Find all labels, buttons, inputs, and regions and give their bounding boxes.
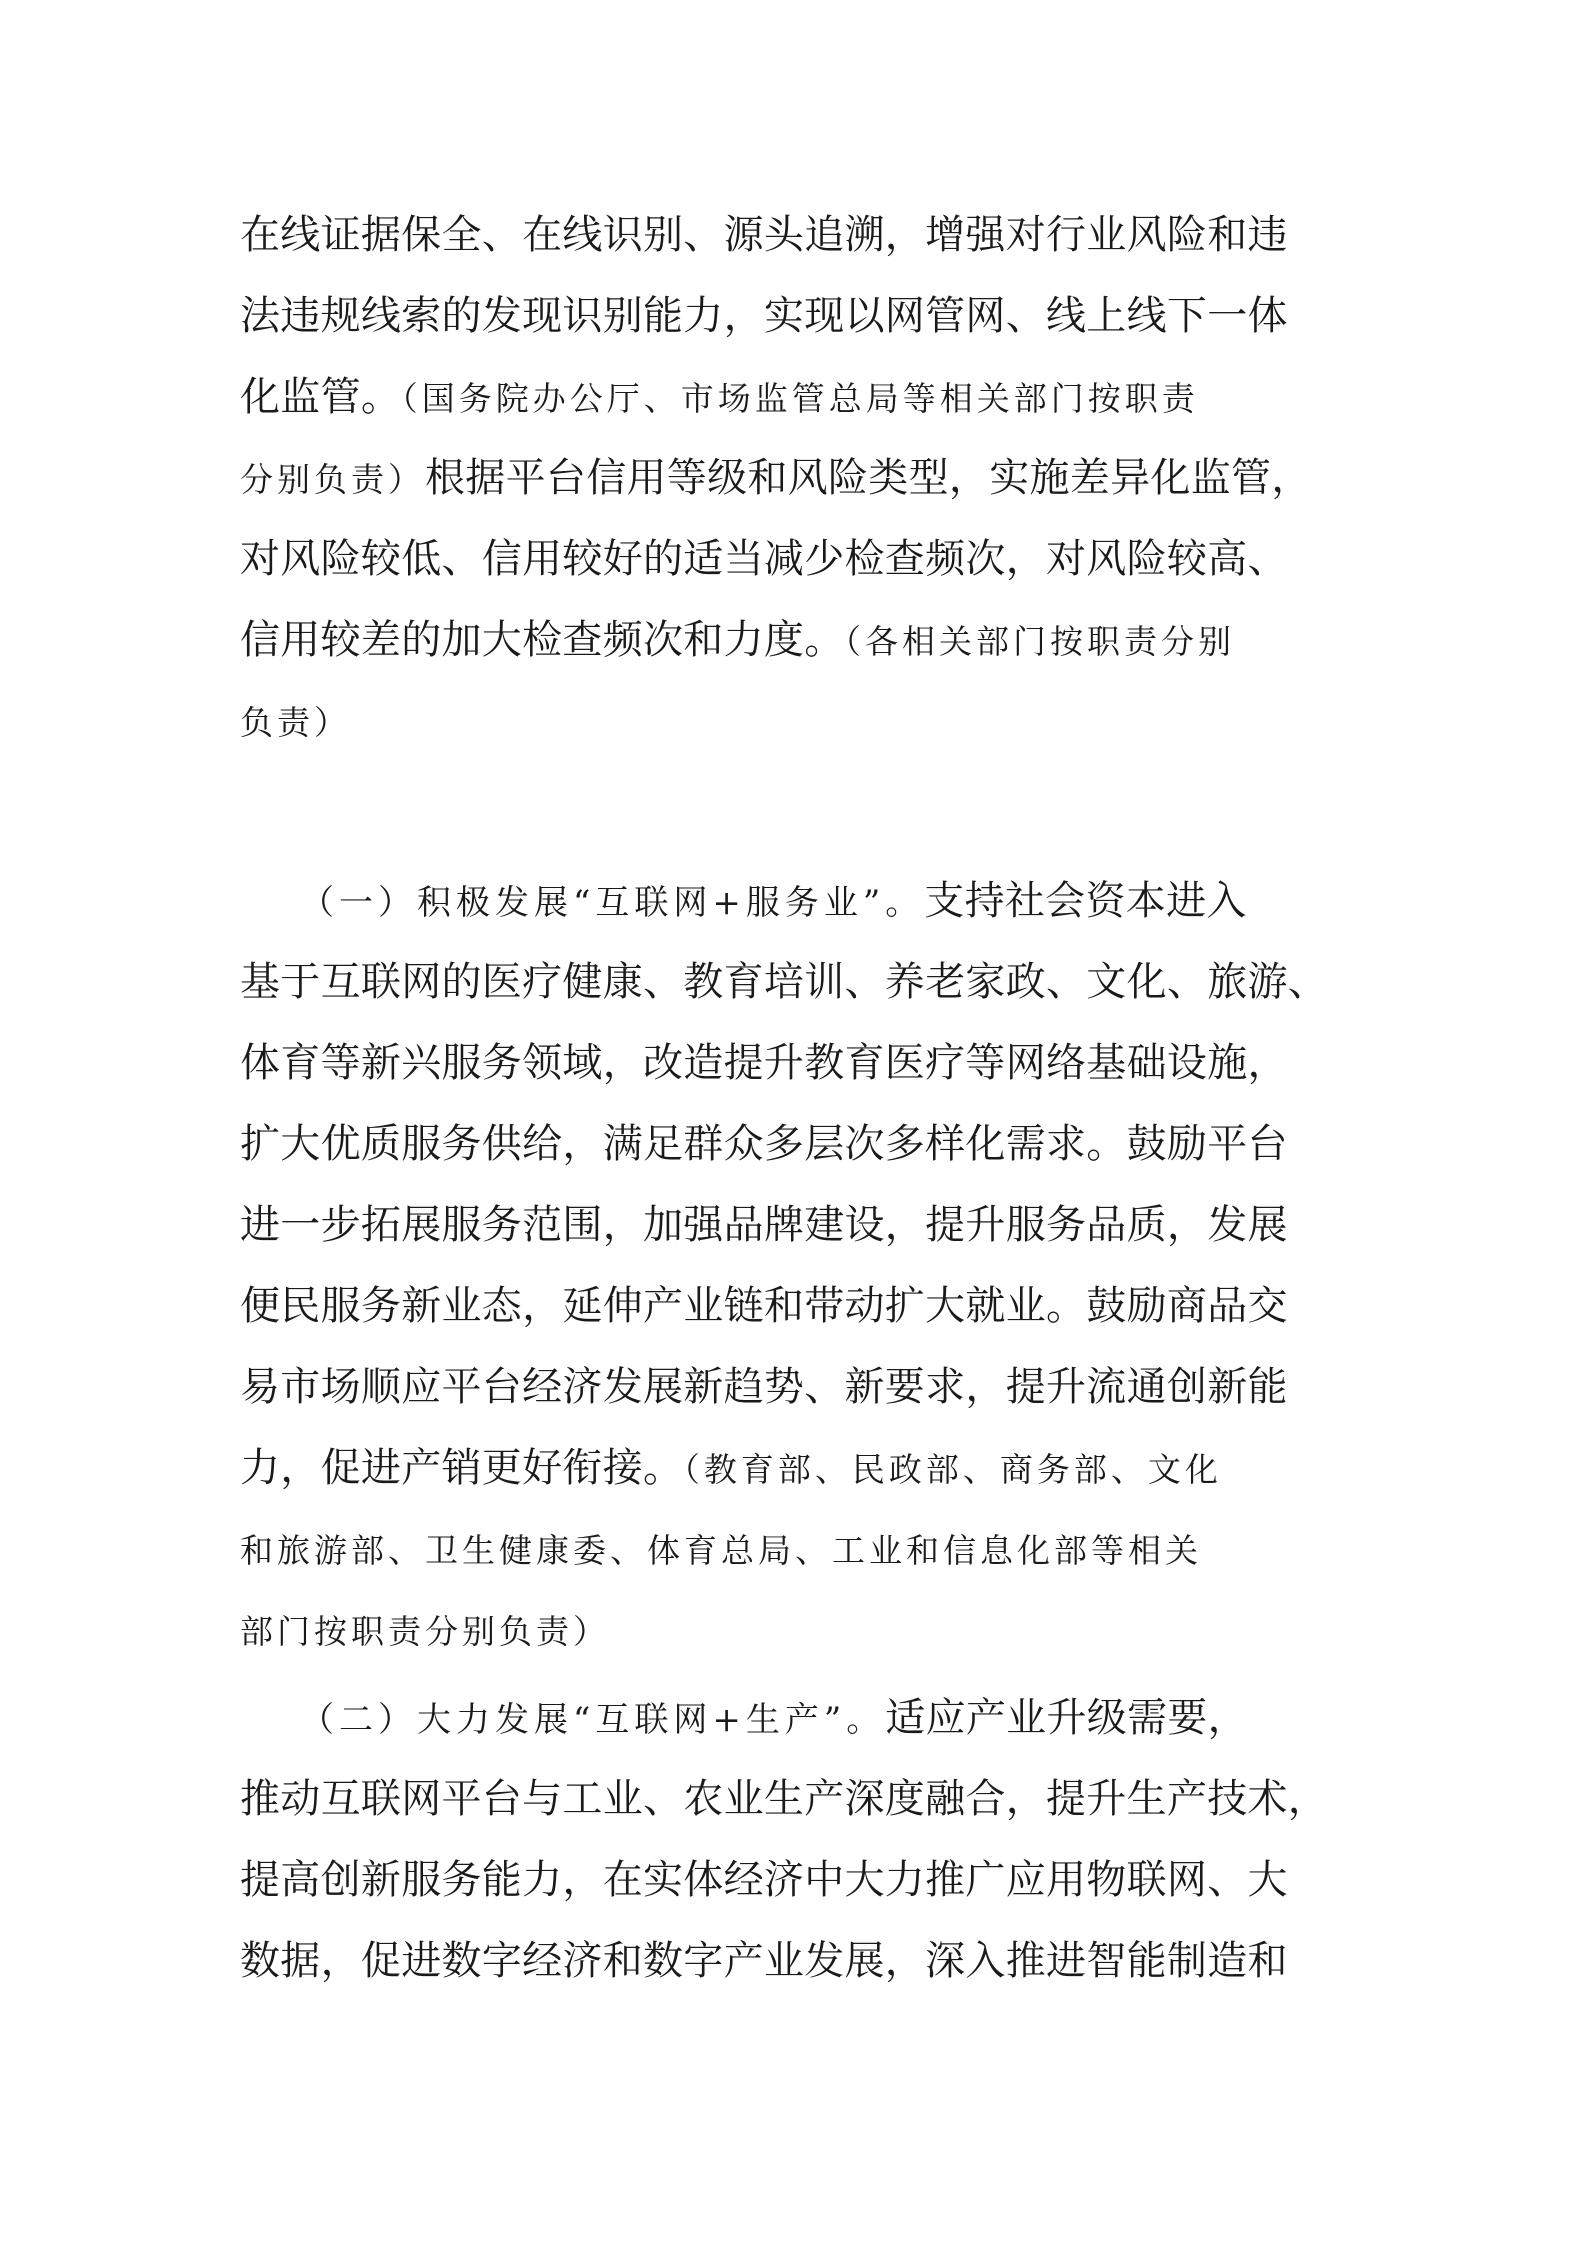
body-text-line: 进一步拓展服务范围，加强品牌建设，提升服务品质，发展 <box>240 1202 1288 1248</box>
body-text-line <box>240 1428 1222 1508</box>
responsibility-note: 部门按职责分别负责） <box>240 1612 610 1651</box>
body-text: 信用较差的加大检查频次和力度。 <box>240 617 845 663</box>
responsibility-note: 和旅游部、卫生健康委、体育总局、工业和信息化部等相关 <box>240 1531 1202 1570</box>
body-text-line <box>240 357 1199 437</box>
body-text-line: 数据，促进数字经济和数字产业发展，深入推进智能制造和 <box>240 1938 1288 1984</box>
body-text-line: 易市场顺应平台经济发展新趋势、新要求，提升流通创新能 <box>240 1364 1288 1410</box>
body-text-line <box>240 1509 1202 1589</box>
body-text-line <box>240 681 351 761</box>
body-text: 根据平台信用等级和风险类型，实施差异化监管， <box>425 455 1312 501</box>
body-text-line: 扩大优质服务供给，满足群众多层次多样化需求。鼓励平台 <box>240 1121 1288 1167</box>
responsibility-note: （国务院办公厅、市场监管总局等相关部门按职责 <box>401 379 1199 418</box>
subsection-title: （一）积极发展“互联网+服务业”。 <box>300 883 925 923</box>
body-text-line: 对风险较低、信用较好的适当减少检查频次，对风险较高、 <box>240 536 1288 582</box>
body-text-line: 体育等新兴服务领域，改造提升教育医疗等网络基础设施， <box>240 1040 1288 1086</box>
body-text: 化监管。 <box>240 374 402 420</box>
body-text-line <box>300 861 1247 941</box>
body-text-line: 推动互联网平台与工业、农业生产深度融合，提升生产技术， <box>240 1776 1329 1822</box>
responsibility-note: 负责） <box>240 703 351 742</box>
body-text-line <box>240 1590 610 1670</box>
responsibility-note: 分别负责） <box>240 460 425 499</box>
responsibility-note: （教育部、民政部、商务部、文化 <box>683 1450 1222 1489</box>
body-text-line <box>300 1678 1248 1758</box>
body-text-line <box>240 438 1312 518</box>
body-text: 适应产业升级需要， <box>885 1695 1248 1741</box>
body-text-line: 基于互联网的医疗健康、教育培训、养老家政、文化、旅游、 <box>240 959 1329 1005</box>
responsibility-note: （各相关部门按职责分别 <box>844 622 1235 661</box>
body-text-line: 提高创新服务能力，在实体经济中大力推广应用物联网、大 <box>240 1857 1288 1903</box>
body-text-line: 在线证据保全、在线识别、源头追溯，增强对行业风险和违 <box>240 212 1288 258</box>
body-text: 力，促进产销更好衔接。 <box>240 1445 684 1491</box>
body-text-line <box>240 600 1235 680</box>
body-text-line: 便民服务新业态，延伸产业链和带动扩大就业。鼓励商品交 <box>240 1283 1288 1329</box>
body-text: 支持社会资本进入 <box>924 878 1247 924</box>
body-text-line: 法违规线索的发现识别能力，实现以网管网、线上线下一体 <box>240 293 1288 339</box>
subsection-title: （二）大力发展“互联网+生产”。 <box>300 1700 886 1740</box>
